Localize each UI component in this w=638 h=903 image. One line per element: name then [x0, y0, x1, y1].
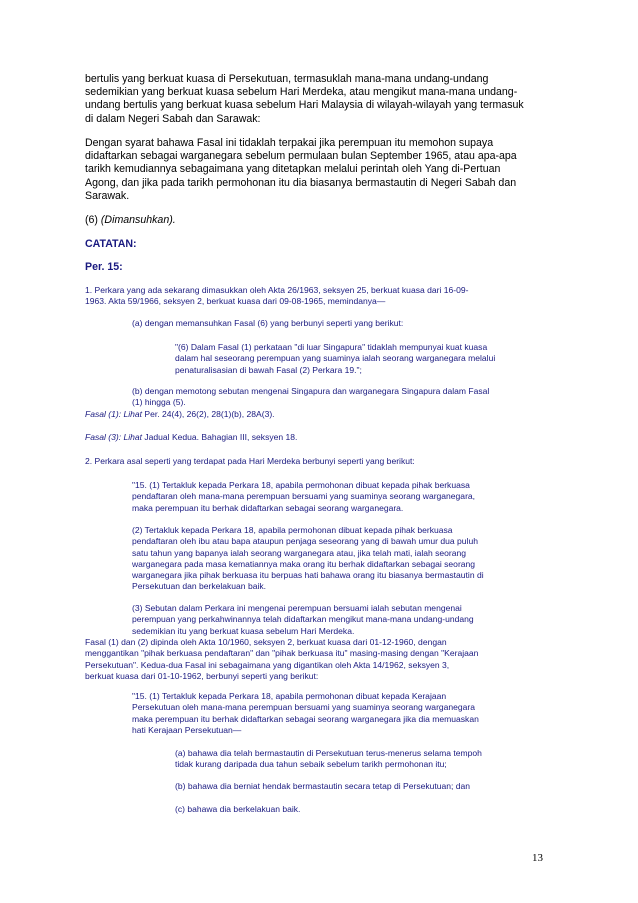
note-line: perempuan yang perkahwinannya telah didaftarkan mengikut mana-mana undang-undang — [132, 614, 474, 625]
note-line: (2) Tertakluk kepada Perkara 18, apabila permohonan dibuat kepada pihak berkuasa — [132, 525, 453, 535]
note-1-item-b — [132, 386, 489, 409]
note-2-amendment — [85, 637, 478, 682]
fasal-1-reference — [85, 409, 275, 420]
fasal-3-reference — [85, 432, 297, 443]
note-line: Persekutuan oleh mana-mana perempuan bersuami yang suaminya seorang warganegara — [132, 702, 476, 713]
reference-text: Jadual Kedua. Bahagian III, seksyen 18. — [142, 432, 298, 442]
text-line: di dalam Negeri Sabah dan Sarawak: — [85, 112, 261, 125]
note-line: pendaftaran oleh mana-mana perempuan bersuami yang suaminya seorang warganegara, — [132, 491, 476, 502]
note-1-item-a-quote — [175, 342, 495, 376]
note-2: 2. Perkara asal seperti yang terdapat pada Hari Merdeka berbunyi seperti yang berikut: — [85, 456, 415, 466]
note-line: "15. (1) Tertakluk kepada Perkara 18, apabila permohonan dibuat kepada Kerajaan — [132, 691, 447, 701]
reference-label: Fasal (3): Lihat — [85, 432, 143, 442]
continuation-paragraph — [85, 73, 524, 126]
note-line: (1) hingga (5). — [132, 397, 186, 408]
note-line: dalam hal seseorang perempuan yang suaminya ialah seorang warganegara melalui — [175, 353, 496, 364]
note-line: (a) bahawa dia telah bermastautin di Persekutuan terus-menerus selama tempoh — [175, 748, 482, 758]
text-line: tarikh kemudiannya sebagaimana yang ditetapkan melalui perintah oleh Yang di-Pertuan — [85, 163, 501, 176]
note-line: satu tahun yang bapanya ialah seorang warganegara atau, jika telah mati, ialah seorang — [132, 547, 467, 558]
note-2-quote-3 — [132, 603, 474, 637]
note-line: "15. (1) Tertakluk kepada Perkara 18, apabila permohonan dibuat kepada pihak berkuasa — [132, 480, 470, 490]
text-line: Dengan syarat bahawa Fasal ini tidaklah terpakai jika perempuan itu memohon supaya — [85, 137, 494, 149]
text-line: sedemikian yang berkuat kuasa sebelum Hari Merdeka, atau mengikut mana-mana undang- — [85, 86, 518, 99]
note-line: "(6) Dalam Fasal (1) perkataan "di luar Singapura" tidaklah mempunyai kuat kuasa — [175, 342, 488, 352]
note-2-quote-4-item-b: (b) bahawa dia berniat hendak bermastautin secara tetap di Persekutuan; dan — [175, 781, 471, 791]
note-2-quote-4 — [132, 691, 479, 736]
clause-text: (Dimansuhkan). — [100, 214, 176, 226]
note-1 — [85, 285, 468, 308]
note-line: warganegara pada masa kematiannya maka orang itu berhak didaftarkan sebagai seorang — [132, 558, 476, 569]
note-2-quote-4-item-c: (c) bahawa dia berkelakuan baik. — [175, 804, 301, 814]
text-line: undang bertulis yang berkuat kuasa sebelum Hari Malaysia di wilayah-wilayah yang termasuk — [85, 99, 524, 112]
reference-text: Per. 24(4), 26(2), 28(1)(b), 28A(3). — [142, 409, 275, 419]
note-line: berkuat kuasa dari 01-10-1962, berbunyi seperti yang berikut: — [85, 670, 319, 681]
note-line: Persekutuan". Kedua-dua Fasal ini sebagaimana yang digantikan oleh Akta 14/1962, seksyen 3, — [85, 659, 450, 670]
note-line: 1. Perkara yang ada sekarang dimasukkan oleh Akta 26/1963, seksyen 25, berkuat kuasa dari 16-09- — [85, 285, 469, 295]
clause-number: (6) — [85, 214, 98, 226]
note-line: pendaftaran oleh ibu atau bapa ataupun penjaga seseorang yang di bawah umur dua puluh — [132, 536, 478, 547]
text-line: Sarawak. — [85, 189, 130, 202]
note-line: maka perempuan itu berhak didaftarkan sebagai seorang warganegara. — [132, 502, 404, 513]
note-line: (b) dengan memotong sebutan mengenai Singapura dan warganegara Singapura dalam Fasal — [132, 386, 490, 396]
note-line: menggantikan "pihak berkuasa pendaftaran" dan "pihak berkuasa itu" masing-masing dengan "Kerajaan — [85, 648, 479, 659]
note-line: Persekutuan dan berkelakuan baik. — [132, 581, 266, 592]
note-line: sedemikian itu yang berkuat kuasa sebelum Hari Merdeka. — [132, 625, 355, 636]
text-line: Agong, dan jika pada tarikh permohonan itu dia biasanya bermastautin di Negeri Sabah dan — [85, 176, 517, 189]
proviso-paragraph — [85, 137, 517, 203]
note-2-quote-2 — [132, 525, 484, 593]
note-line: (3) Sebutan dalam Perkara ini mengenai perempuan bersuami ialah sebutan mengenai — [132, 603, 462, 613]
reference-label: Fasal (1): Lihat — [85, 409, 143, 419]
notes-heading: CATATAN: — [85, 238, 137, 250]
note-line: Fasal (1) dan (2) dipinda oleh Akta 10/1960, seksyen 2, berkuat kuasa dari 01-12-1960, dengan — [85, 637, 447, 647]
note-line: maka perempuan itu berhak didaftarkan sebagai seorang warganegara jika dia memuaskan — [132, 713, 479, 724]
clause-6 — [85, 214, 176, 227]
note-line: penaturalisasian di bawah Fasal (2) Perkara 19."; — [175, 364, 362, 375]
note-line: tidak kurang daripada dua tahun sebaik sebelum tarikh permohonan itu; — [175, 759, 447, 770]
note-line: hati Kerajaan Persekutuan— — [132, 724, 242, 735]
page-number: 13 — [532, 852, 543, 864]
note-line: 1963. Akta 59/1966, seksyen 2, berkuat kuasa dari 09-08-1965, memindanya— — [85, 296, 386, 307]
text-line: bertulis yang berkuat kuasa di Persekutuan, termasuklah mana-mana undang-undang — [85, 73, 489, 85]
note-line: warganegara jika pihak berkuasa itu berpuas hati bahawa orang itu biasanya bermastautin di — [132, 570, 484, 581]
article-reference: Per. 15: — [85, 261, 123, 273]
note-2-quote-1 — [132, 480, 475, 514]
note-2-quote-4-item-a — [175, 748, 482, 771]
text-line: didaftarkan sebagai warganegara sebelum permulaan bulan September 1965, atau apa-apa — [85, 150, 517, 163]
note-1-item-a: (a) dengan memansuhkan Fasal (6) yang berbunyi seperti yang berikut: — [132, 318, 404, 328]
